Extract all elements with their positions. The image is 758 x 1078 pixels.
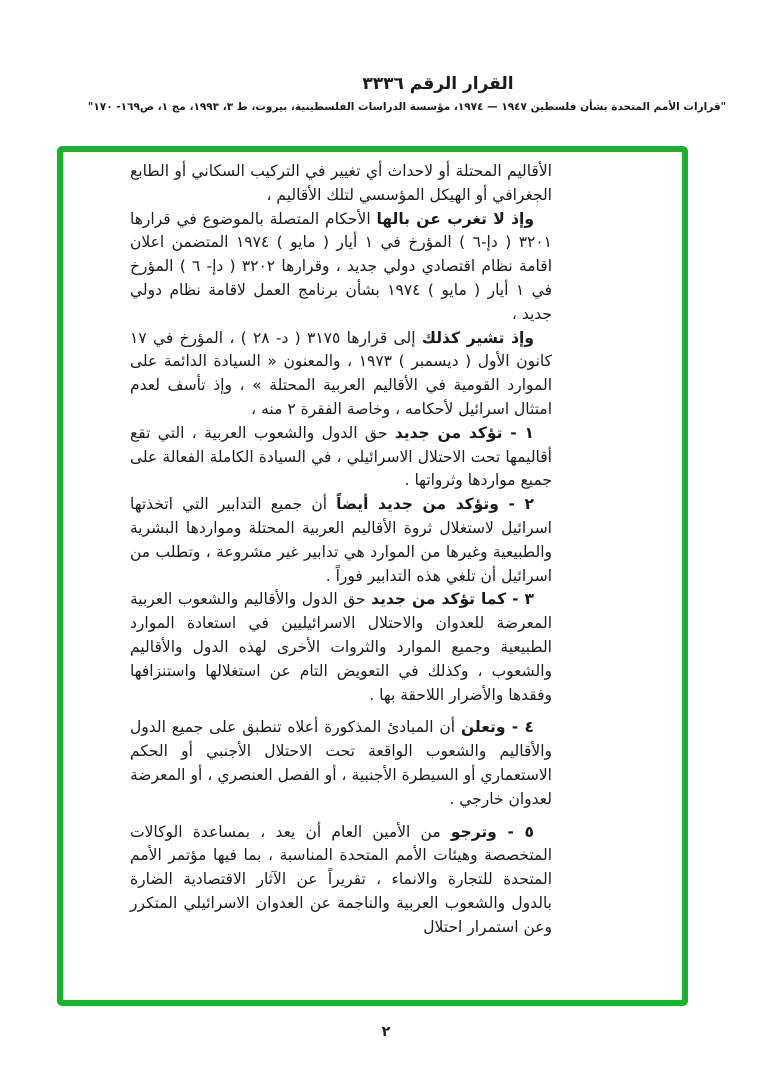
paragraph-text: أن جميع التدابير التي اتخذتها اسرائيل لاستغلال ثروة الأقاليم العربية المحتلة ومواردها البشرية والطبيعية وغيرها من الموارد هي تدابير غير مشروعة ، وتطلب من اسرائيل أن تلغي هذه التدابير فوراً .	[130, 495, 552, 585]
paragraph-text: حق الدول والشعوب العربية ، التي تقع أقاليمها تحت الاحتلال الاسرائيلي ، في السيادة الكاملة الفعالة على جميع مواردها وثرواتها .	[130, 423, 552, 490]
page-header	[0, 74, 758, 94]
paragraph-text: إلى قرارها ٣١٧٥ ( د- ٢٨ ) ، المؤرخ في ١٧ كانون الأول ( ديسمبر ) ١٩٧٣ ، والمعنون « السيادة الدائمة على الموارد القومية في الأقاليم العربية المحتلة » ، وإذ تأسف لعدم امتثال اسرائيل لأحكامه ، وخاصة الفقرة ٢ منه ،	[130, 328, 553, 418]
paragraph	[130, 588, 552, 707]
paragraph	[130, 821, 552, 940]
paragraph	[130, 208, 552, 327]
document-text	[130, 160, 552, 940]
page-number: ٢	[381, 1024, 391, 1040]
paragraph-lead: وإذ تشير كذلك	[421, 328, 534, 347]
paragraph-text: من الأمين العام أن يعد ، بمساعدة الوكالات المتخصصة وهيئات الأمم المتحدة المناسبة ، بما فيها مؤتمر الأمم المتحدة للتجارة والانماء ، تقريراً عن الآثار الاقتصادية الضارة بالدول والشعوب العربية والناجمة عن العدوان الاسرائيلي المتكرر وعن استمرار احتلال	[130, 822, 552, 936]
paragraph-lead: وإذ لا تغرب عن بالها	[376, 209, 534, 228]
paragraph-text: الأحكام المتصلة بالموضوع في قرارها ٣٢٠١ ( دإ-٦ ) المؤرخ في ١ أيار ( مايو ) ١٩٧٤ المتضمن اعلان اقامة نظام اقتصادي دولي جديد ، وقرارها ٣٢٠٢ ( دإ- ٦ ) المؤرخ في ١ أيار ( مايو ) ١٩٧٤ بشأن برنامج العمل لاقامة نظام دولي جديد ،	[130, 209, 553, 323]
paragraph-text: حق الدول والأقاليم والشعوب العربية المعرضة للعدوان والاحتلال الاسرائيليين في استعادة الموارد الطبيعية وجميع الموارد والثروات الأخرى لهذه الدول والأقاليم والشعوب ، وكذلك في التعويض التام عن استغلالها واستنزافها وفقدها والأضرار اللاحقة بها .	[130, 590, 552, 704]
paragraph-lead: ١ - تؤكد من جديد	[394, 423, 534, 442]
paragraph	[130, 716, 552, 811]
paragraph-text: أن المبادئ المذكورة أعلاه تنطبق على جميع الدول والأقاليم والشعوب الواقعة تحت الاحتلال الأجنبي أو الحكم الاستعماري أو السيطرة الأجنبية ، أو الفصل العنصري ، أو المعرضة لعدوان خارجي .	[130, 718, 552, 808]
paragraph-lead: ٢ - وتؤكد من جديد أيضاً	[336, 495, 534, 514]
paragraph	[130, 160, 552, 208]
paragraph	[130, 422, 552, 493]
resolution-title: القرار الرقم ٣٣٣٦	[362, 74, 514, 94]
paragraph	[130, 327, 552, 422]
paragraph	[130, 493, 552, 588]
paragraph-text: الأقاليم المحتلة أو لاحداث أي تغيير في التركيب السكاني أو الطابع الجغرافي أو الهيكل المؤسسي لتلك الأقاليم ،	[130, 162, 552, 204]
source-citation: "قرارات الأمم المتحدة بشأن فلسطين ١٩٤٧ — ١٩٧٤، مؤسسة الدراسات الفلسطينية، بيروت، ط ٣، ١٩٩٣، مج ١، ص١٦٩- ١٧٠"	[87, 101, 727, 113]
paragraph-lead: ٥ - وترجو	[450, 822, 534, 841]
paragraph-lead: ٤ - وتعلن	[460, 718, 534, 737]
paragraph-lead: ٣ - كما تؤكد من جديد	[371, 590, 534, 609]
